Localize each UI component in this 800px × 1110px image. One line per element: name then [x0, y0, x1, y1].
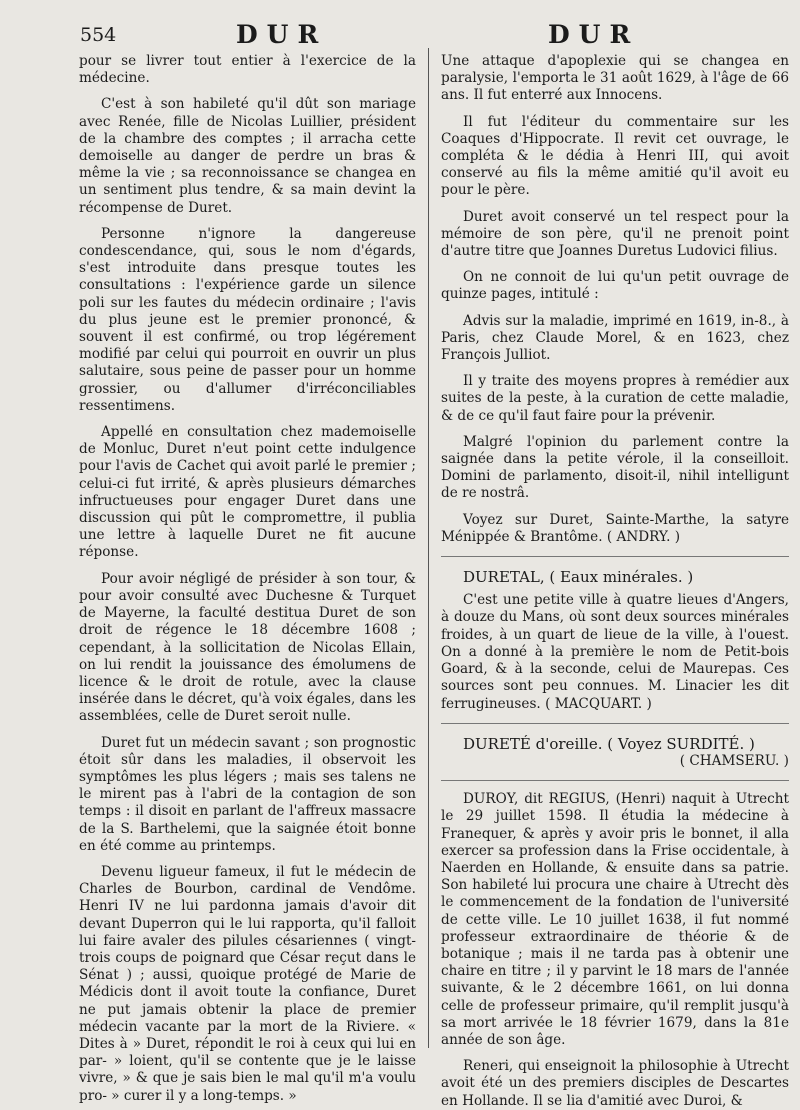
entry-separator: [441, 780, 789, 781]
paragraph: Advis sur la maladie, imprimé en 1619, in-8., à Paris, chez Claude Morel, & en 1623, chez François Julliot.: [441, 312, 789, 364]
running-title-right: DUR: [548, 20, 640, 49]
running-title-left: DUR: [236, 20, 328, 49]
paragraph: Il y traite des moyens propres à remédier aux suites de la peste, à la curation de cette maladie, & de ce qu'il faut faire pour la prévenir.: [441, 373, 789, 424]
paragraph: On ne connoit de lui qu'un petit ouvrage de quinze pages, intitulé :: [441, 269, 789, 303]
paragraph: pour se livrer tout entier à l'exercice de la médecine.: [79, 53, 416, 87]
paragraph: Voyez sur Duret, Sainte-Marthe, la satyre Ménippée & Brantôme. ( ANDRY. ): [441, 511, 789, 545]
paragraph: Devenu ligueur fameux, il fut le médecin de Charles de Bourbon, cardinal de Vendôme. Henri IV ne lui pardonna jamais d'avoir dit devant Duperron qui le lui rapporta, qu'il falloit lui faire avaler des pilules césariennes ( vingt-trois coups de poignard que César reçut dans le Sénat ) ; aussi, quoique protégé de Marie de Médicis dont il avoit toute la confiance, Duret ne put jamais obtenir la place de premier médecin vacante par la mort de la Riviere. « Dites à » Duret, répondit le roi à ceux qui lui en par- » loient, qu'il se contente que je le laisse vivre, » & que je sais bien le mal qu'il m'a voulu pro- » curer il y a long-temps. »: [79, 863, 416, 1104]
paragraph: Malgré l'opinion du parlement contre la saignée dans la petite vérole, il la conseilloit. Domini de parlamento, disoit-il, nihil intelligunt de re nostrâ.: [441, 433, 789, 502]
paragraph: Reneri, qui enseignoit la philosophie à Utrecht avoit été un des premiers disciples de Descartes en Hollande. Il se lia d'amitié avec Duroi, &: [441, 1058, 789, 1109]
paragraph: Il fut l'éditeur du commentaire sur les Coaques d'Hippocrate. Il revit cet ouvrage, le compléta & le dédia à Henri III, qui avoit conservé au fils la même amitié qu'il avoit eu pour le père.: [441, 113, 789, 199]
paragraph: Duret avoit conservé un tel respect pour la mémoire de son père, qu'il ne prenoit point d'autre titre que Joannes Duretus Ludovici filius.: [441, 208, 789, 260]
paragraph: Duret fut un médecin savant ; son prognostic étoit sûr dans les maladies, il observoit les symptômes les plus légers ; mais ses talens ne le mirent pas à l'abri de la contagion de son temps : il disoit en parlant de l'affreux massacre de la S. Barthelemi, que la saignée étoit bonne en été comme au printemps.: [79, 734, 416, 854]
column-divider: [428, 48, 429, 1048]
paragraph: Appellé en consultation chez mademoiselle de Monluc, Duret n'eut point cette indulgence pour l'avis de Cachet qui avoit parlé le premier ; celui-ci fut irrité, & après plusieurs démarches infructueuses pour engager Duret dans une discussion qui pût le compromettre, il publia une lettre à laquelle Duret ne fit aucune réponse.: [79, 424, 416, 561]
entry-separator: [441, 723, 789, 724]
paragraph: Une attaque d'apoplexie qui se changea en paralysie, l'emporta le 31 août 1629, à l'âge de 66 ans. Il fut enterré aux Innocens.: [441, 53, 789, 104]
running-header: [0, 20, 800, 52]
paragraph: C'est une petite ville à quatre lieues d'Angers, à douze du Mans, où sont deux sources minérales froides, à un quart de lieue de la ville, à l'ouest. On a donné à la première le nom de Petit-bois Goard, & à la seconde, celui de Maurepas. Ces sources sont peu connues. M. Linacier les dit ferrugineuses. ( MACQUART. ): [441, 592, 789, 712]
left-column: [79, 53, 416, 1104]
entry-heading-durete: DURETÉ d'oreille. ( Voyez SURDITÉ. ): [463, 734, 755, 753]
right-column: [441, 53, 789, 1109]
paragraph: C'est à son habileté qu'il dût son mariage avec Renée, fille de Nicolas Luillier, président de la chambre des comptes ; il arracha cette demoiselle au danger de perdre un bras & même la vie ; sa reconnoissance se changea en un sentiment plus tendre, & sa main devint la récompense de Duret.: [79, 96, 416, 216]
paragraph: Personne n'ignore la dangereuse condescendance, qui, sous le nom d'égards, s'est introduite dans presque toutes les consultations : l'expérience garde un silence poli sur les fautes du médecin ordinaire ; l'avis du plus jeune est le premier prononcé, & souvent il est confirmé, ou trop légérement modifié par celui qui pourroit en ouvrir un plus salutaire, sous peine de passer pour un homme grossier, ou d'allumer d'irréconciliables ressentimens.: [79, 225, 416, 414]
paragraph: Pour avoir négligé de présider à son tour, & pour avoir consulté avec Duchesne & Turquet de Mayerne, la faculté destitua Duret de son droit de régence le 18 décembre 1608 ; cependant, à la sollicitation de Nicolas Ellain, on lui rendit la jouissance des émolumens de licence & le droit de rotule, avec la clause insérée dans le décret, qu'à voix égales, dans les assemblées, celle de Duret seroit nulle.: [79, 570, 416, 725]
entry-heading-duretal: DURETAL, ( Eaux minérales. ): [463, 568, 694, 587]
page-number: 554: [80, 24, 117, 46]
paragraph: DUROY, dit REGIUS, (Henri) naquit à Utrecht le 29 juillet 1598. Il étudia la médecine à Franequer, & après y avoir pris le bonnet, il alla exercer sa profession dans la Frise occidentale, à Naerden en Hollande, & ensuite dans sa patrie. Son habileté lui procura une chaire à Utrecht dès le commencement de la fondation de l'université de cette ville. Le 10 juillet 1638, il fut nommé professeur extraordinaire de théorie & de botanique ; mais il ne tarda pas à obtenir une chaire en titre ; il y parvint le 18 mars de l'année suivante, & le 2 décembre 1661, on lui donna celle de professeur primaire, qu'il remplit jusqu'à sa mort arrivée le 18 février 1679, dans la 81e année de son âge.: [441, 791, 789, 1048]
entry-separator: [441, 556, 789, 557]
author-signature: ( CHAMSERU. ): [679, 752, 789, 769]
